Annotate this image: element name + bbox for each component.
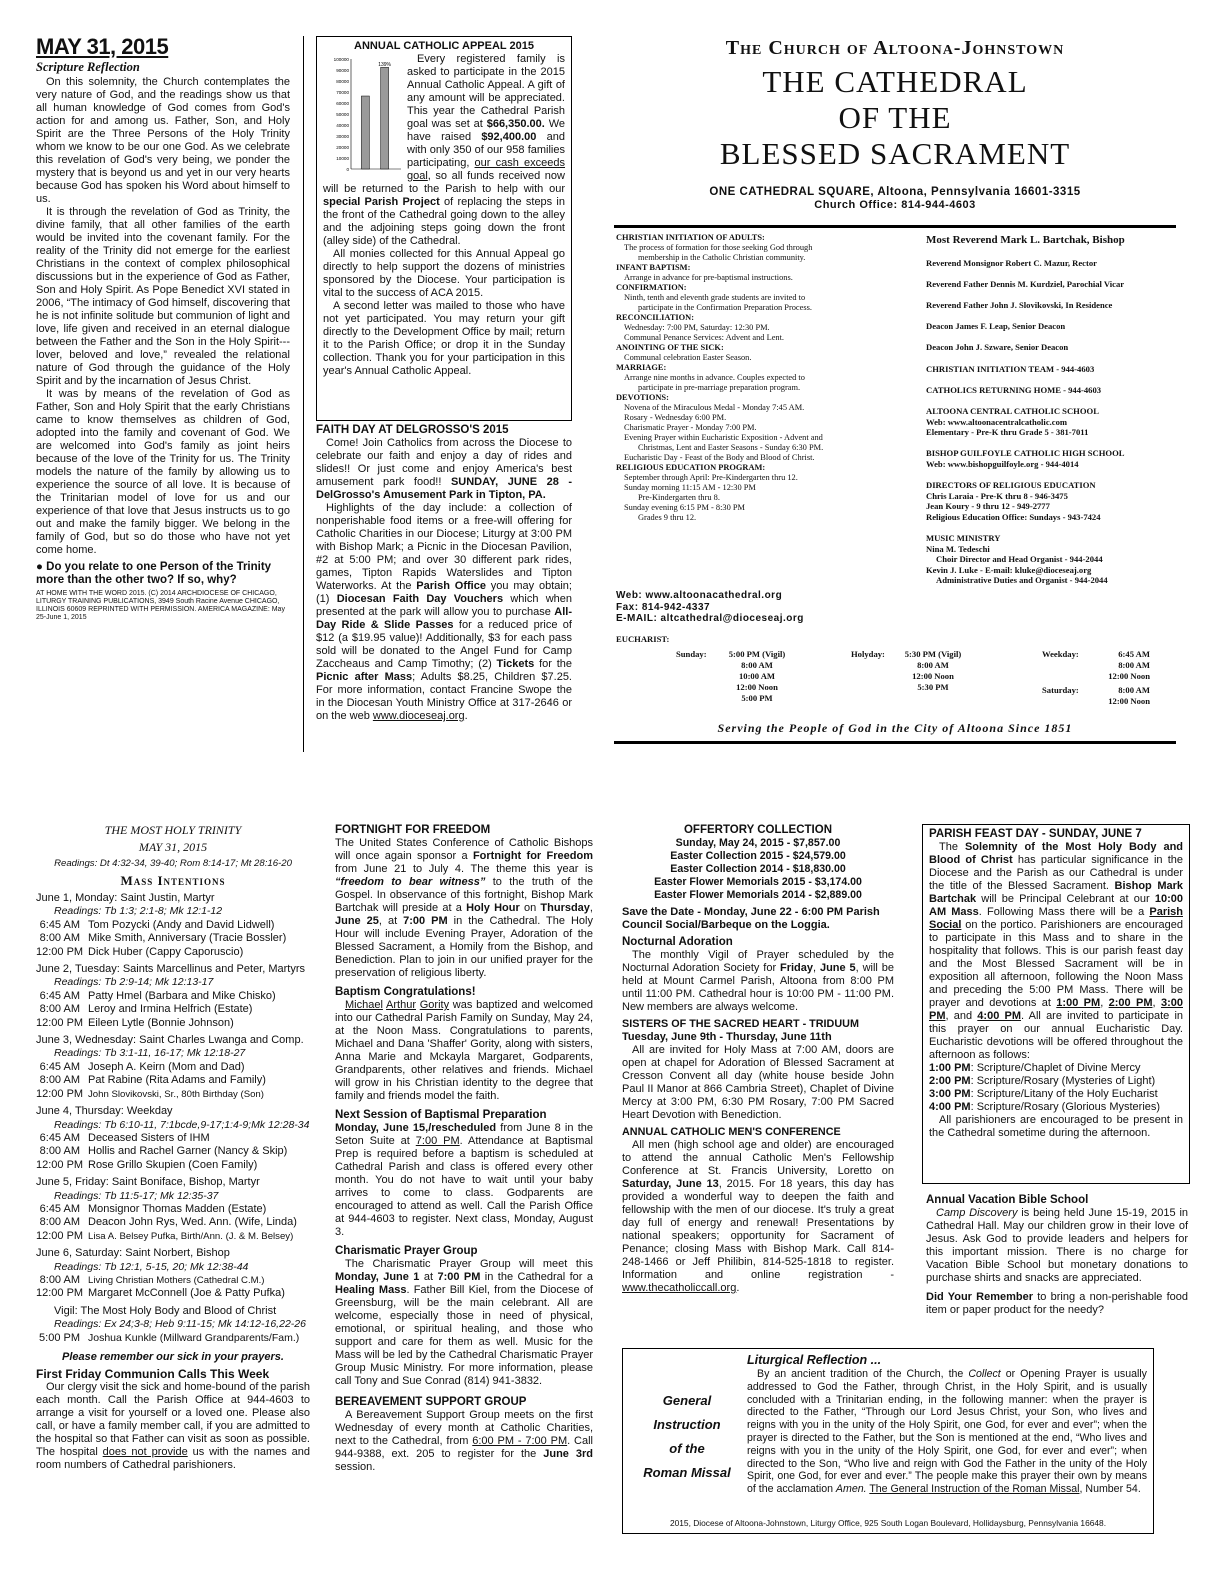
date-heading: MAY 31, 2015	[36, 34, 169, 59]
staff-line: ALTOONA CENTRAL CATHOLIC SCHOOL	[926, 405, 1099, 416]
appeal-bar-chart	[323, 55, 403, 175]
trinity-date: MAY 31, 2015	[138, 840, 208, 854]
column-2-bottom	[335, 824, 593, 1474]
directory-line: RELIGIOUS EDUCATION PROGRAM:	[616, 463, 766, 472]
eucharist-holyday-times	[893, 649, 973, 693]
eucharist-time: 6:45 AM	[1118, 649, 1150, 659]
staff-line: Deacon James F. Leap, Senior Deacon	[926, 321, 1066, 332]
liturgical-text: By an ancient tradition of the Church, the Collect or Opening Prayer is usually addressed to God the Father, through Christ, in the Holy Spirit, and is usually concluded with a Trinitarian ending, in the following manner: when the prayer is directed to the Father, “Through our Lord Jesus Christ, your Son, who lives and reigns with you in the unity of the Holy Spirit, one God, for ever and ever”; when the prayer is directed to the Father, but the Son is mentioned at the end, “Who lives and reigns with you in the unity of the Holy Spirit, one God, for ever and ever”; when directed to the Son, “Who live and reign with God the Father in the unity of the Holy Spirit, one God, for ever and ever.” The people make this prayer their own by means of the acclamation Amen. The General Instruction of the Roman Missal, Number 54.	[747, 1368, 1147, 1496]
y-tick-label: 80000	[336, 79, 349, 84]
fax-contact: Fax: 814-942-4337	[616, 601, 711, 613]
charismatic-heading: Charismatic Prayer Group	[335, 1245, 478, 1257]
diocese-web-link[interactable]: www.dioceseaj.org	[372, 710, 465, 722]
mass-intentions-column	[36, 822, 310, 1472]
eucharist-time: 12:00 Noon	[736, 682, 778, 692]
mens-text: All men (high school age and older) are encouraged to attend the annual Catholic Men's Fellowship Conference at St. Francis University, Loretto on Saturday, June 13, 2015. For 18 years, this day has provided a wonderful way to deepen the faith and fellowship with the men of our diocese. It's truly a great day full of energy and renewal! Presentations by national speakers; opportunity for Sacrament of Penance; closing Mass with Bishop Mark. Call 814-248-1466 or Jeff Philibin, 814-525-1818 to register. Information and online registration - www.thecatholiccall.org.	[622, 1139, 894, 1294]
mass-day-title: June 6, Saturday: Saint Norbert, Bishop	[36, 1247, 230, 1260]
feast-schedule	[929, 1062, 1183, 1114]
eucharist-saturday-label: Saturday:	[1042, 685, 1079, 695]
mass-intention: 12:00 PM Margaret McConnell (Joe & Patty Pufka)	[36, 1287, 285, 1300]
scripture-p2: It is through the revelation of God as Trinity, the divine family, that all other families of the earth would be invited into the covenant family. For the reality of the Trinity did not emerge for the earliest Christians in the context of complex philosophical discussions but in the experience of God as Father, Son and Holy Spirit. As Pope Benedict XVI stated in 2006, “The intimacy of God himself, discovering that he is not infinite solitude but communion of light and love, life given and received in an eternal dialogue between the Father and the Son in the Holy Spirit---lover, beloved and love,” revealed the relational nature of God through the guidance of the Holy Spirit and by the incarnation of Jesus Christ.	[36, 206, 290, 387]
eucharist-time: 5:00 PM (Vigil)	[728, 649, 786, 659]
staff-line: DIRECTORS OF RELIGIOUS EDUCATION	[926, 480, 1096, 491]
eucharist-time: 8:00 AM	[1118, 660, 1150, 670]
mass-intention: 12:00 PM Lisa A. Belsey Pufka, Birth/Ann. (J. & M. Belsey)	[36, 1229, 294, 1242]
staff-line: Jean Koury - 9 thru 12 - 949-2777	[926, 501, 1050, 512]
fortnight-text: The United States Conference of Catholic Bishops will once again sponsor a Fortnight for Freedom from June 21 to July 4. The theme this year is “freedom to bear witness” to the truth of the Gospel. In observance of this fortnight, Bishop Mark Bartchak will preside at a Holy Hour on Thursday, June 25, at 7:00 PM in the Cathedral. The Holy Hour will include Evening Prayer, Adoration of the Blessed Sacrament, a Homily from the Bishop, and Benediction. Plan to join in our unified prayer for the preservation of religious liberty.	[335, 837, 593, 979]
vbs-section	[926, 1194, 1188, 1317]
liturgical-body	[747, 1353, 1147, 1496]
scripture-heading: Scripture Reflection	[36, 60, 140, 74]
adoration-heading: Nocturnal Adoration	[622, 936, 733, 948]
mass-intention: 12:00 PM Rose Grillo Skupien (Coen Family)	[36, 1158, 258, 1171]
directory-line: Arrange in advance for pre-baptismal instructions.	[624, 273, 793, 282]
staff-line: Elementary - Pre-K thru Grade 5 - 381-7011	[926, 427, 1089, 438]
staff-line	[926, 332, 1188, 343]
offertory-line: Easter Flower Memorials 2014 - $2,889.00	[654, 889, 862, 901]
mass-intention: 12:00 PM Dick Huber (Cappy Caporuscio)	[36, 945, 244, 958]
email-contact: E-MAIL: altcathedral@dioceseaj.org	[616, 613, 804, 624]
column-3-bottom	[622, 824, 894, 1295]
mass-day-title: June 3, Wednesday: Saint Charles Lwanga and Comp.	[36, 1034, 304, 1047]
mass-intention: 8:00 AM Hollis and Rachel Garner (Nancy & Skip)	[39, 1145, 288, 1158]
column-divider	[303, 36, 304, 752]
eucharist-sunday-times	[712, 649, 802, 704]
appeal-heading: ANNUAL CATHOLIC APPEAL 2015	[354, 40, 534, 52]
directory-line: CHRISTIAN INITIATION OF ADULTS:	[616, 233, 765, 242]
vigil-mass: 5:00 PM Joshua Kunkle (Millward Grandparents/Fam.)	[39, 1331, 300, 1344]
staff-line	[926, 395, 1188, 406]
staff-line: BISHOP GUILFOYLE CATHOLIC HIGH SCHOOL	[926, 448, 1125, 459]
masthead-rule	[614, 225, 1176, 228]
staff-line: Web: www.bishopguilfoyle.org - 944-4014	[926, 458, 1079, 469]
directory-line: Evening Prayer within Eucharistic Exposition - Advent and	[624, 433, 823, 442]
offertory-line: Sunday, May 24, 2015 - $7,857.00	[675, 837, 841, 849]
baptism-text: Michael Arthur Gority was baptized and welcomed into our Cathedral Parish Family on Sunday, May 24, at the Noon Mass. Congratulations to parents, Michael and Dana 'Shaffer' Gority, along with sisters, Anna Marie and Mckayla Margaret, Godparents, Grandparents, other relatives and friends. Michael will grow in his Christian identity to the degree that family and friends model the faith.	[335, 999, 594, 1102]
appeal-box	[316, 36, 572, 421]
church-office-line: Church Office: 814-944-4603	[814, 199, 976, 211]
staff-line: Kevin J. Luke - E-mail: kluke@dioceseaj.org	[926, 564, 1092, 575]
directory-line: Eucharistic Day - Feast of the Body and Blood of Christ.	[624, 453, 815, 462]
vigil-block	[36, 1305, 310, 1345]
faith-day-heading: FAITH DAY AT DELGROSSO'S 2015	[316, 424, 509, 436]
staff-line	[926, 438, 1188, 449]
eucharist-saturday-times	[1096, 685, 1150, 707]
staff-line: Most Reverend Mark L. Bartchak, Bishop	[926, 234, 1125, 246]
mass-day	[36, 1247, 310, 1301]
eucharist-time: 12:00 Noon	[1108, 671, 1150, 681]
directory-line: Pre-Kindergarten thru 8.	[638, 493, 720, 502]
staff-line: Reverend Father John J. Slovikovski, In Residence	[926, 299, 1113, 310]
mass-day-readings: Readings: Tb 12:1, 5-15, 20; Mk 12:38-44	[54, 1260, 249, 1273]
sisters-text: All are invited for Holy Mass at 7:00 AM, doors are open at chapel for Adoration of Blessed Sacrament at Cresson Convent all day (white house beside John Paul II Manor at 866 Cambria Street), Chaplet of Divine Mercy at 3:00 PM, 6:30 PM Rosary, 7:00 PM Sacred Heart Devotion with Benediction.	[622, 1044, 894, 1121]
eucharist-weekday-times	[1096, 649, 1150, 682]
directory-line: participate in pre-marriage preparation program.	[638, 383, 801, 392]
staff-directory	[926, 234, 1188, 586]
feast-heading: PARISH FEAST DAY - SUNDAY, JUNE 7	[929, 828, 1142, 840]
mass-day-title: June 4, Thursday: Weekday	[36, 1105, 173, 1118]
mass-day-title: June 1, Monday: Saint Justin, Martyr	[36, 892, 215, 904]
mass-intention: 12:00 PM Eileen Lytle (Bonnie Johnson)	[36, 1016, 234, 1029]
mass-day-readings: Readings: Tb 3:1-11, 16-17; Mk 12:18-27	[54, 1047, 246, 1060]
vbs-heading: Annual Vacation Bible School	[926, 1194, 1089, 1206]
adoration-text: The monthly Vigil of Prayer scheduled by the Nocturnal Adoration Society for Friday, June 5, will be held at Mount Carmel Parish, Altoona from 8:00 PM until 11:00 PM. Cathedral hour is 10:00 PM - 11:00 PM. New members are always welcome.	[622, 949, 894, 1013]
eucharist-label: EUCHARIST:	[616, 634, 670, 644]
y-tick-label: 100000	[333, 57, 349, 62]
liturgical-footer: 2015, Diocese of Altoona-Johnstown, Liturgy Office, 925 South Logan Boulevard, Hollidaysburg, Pennsylvania 16648.	[669, 1518, 1107, 1528]
mass-day	[36, 1176, 310, 1243]
first-friday-heading: First Friday Communion Calls This Week	[36, 1367, 270, 1381]
y-tick-label: 40000	[336, 123, 349, 128]
directory-line: Christmas, Lent and Easter Seasons - Sunday 6:30 PM.	[638, 443, 824, 452]
mass-day-readings: Readings: Tb 2:9-14; Mk 12:13-17	[54, 976, 214, 989]
church-line: The Church of Altoona-Johnstown	[725, 37, 1065, 59]
mass-intention: 8:00 AM Mike Smith, Anniversary (Tracie Bossler)	[39, 932, 287, 945]
trinity-readings: Readings: Dt 4:32-34, 39-40; Rom 8:14-17; Mt 28:16-20	[54, 858, 292, 869]
staff-line	[926, 268, 1188, 279]
baptism-prep-text: Monday, June 15,/rescheduled from June 8 in the Seton Suite at 7:00 PM. Attendance at Baptismal Prep is required before a baptism is scheduled at Cathedral Parish and class is offered every other month. You do not have to wait until your baby arrives to come to class. Godparents are encouraged to attend as well. Call the Parish Office at 944-4603 to register. Next class, Monday, August 3.	[335, 1122, 593, 1238]
directory-line: MARRIAGE:	[616, 363, 667, 372]
sick-prayers: Please remember our sick in your prayers.	[62, 1351, 284, 1363]
eucharist-time: 5:30 PM	[917, 682, 949, 692]
eucharist-holyday-label: Holyday:	[851, 649, 885, 659]
remember-text: Did Your Remember to bring a non-perishable food item or paper product for the needy?	[926, 1291, 1188, 1316]
bar-raised	[381, 67, 389, 169]
baptism-heading: Baptism Congratulations!	[335, 986, 476, 998]
mass-intention: 6:45 AM Monsignor Thomas Madden (Estate)	[39, 1202, 267, 1215]
staff-line	[926, 289, 1188, 300]
liturgical-side-title: General Instruction of the Roman Missal	[643, 1393, 731, 1480]
reflection-question: ● Do you relate to one Person of the Trinity more than the other two? If so, why?	[36, 561, 272, 586]
eucharist-time: 5:00 PM	[741, 693, 773, 703]
faith-day-p2: Highlights of the day include: a collection of nonperishable food items or a free-will offering for Catholic Charities in our Diocese; Liturgy at 3:00 PM with Bishop Mark; a Picnic in the Diocesan Pavilion, #2 at 5:00 PM; and over 30 different park rides, games, Tipton Rapids Waterslides and Tipton Waterworks. At the Parish Office you may obtain; (1) Diocesan Faith Day Vouchers which when presented at the park will allow you to purchase All-Day Ride & Slide Passes for a reduced price of $12 (a $19.95 value)! Additionally, $3 for each pass sold will be donated to the Angel Fund for Camp Zaccheaus and Camp Timothy; (2) Tickets for the Picnic after Mass; Adults $8.25, Children $7.25. For more information, contact Francine Swope the in the Diocesan Youth Ministry Office at 317-2646 or on the web www.dioceseaj.org.	[316, 502, 573, 722]
web-contact: Web: www.altoonacathedral.org	[616, 590, 783, 601]
eucharist-time: 8:00 AM	[917, 660, 949, 670]
staff-line: Deacon John J. Szware, Senior Deacon	[926, 342, 1069, 353]
eucharist-time: 10:00 AM	[738, 671, 776, 681]
directory-line: Novena of the Miraculous Medal - Monday 7:45 AM.	[624, 403, 805, 412]
catholic-call-link[interactable]: www.thecatholiccall.org	[622, 1282, 737, 1294]
directory-line: Communal celebration Easter Season.	[624, 353, 752, 362]
y-tick-label: 0	[346, 167, 349, 172]
staff-line	[926, 469, 1188, 480]
directory-line: Sunday evening 6:15 PM - 8:30 PM	[624, 503, 745, 512]
y-tick-label: 20000	[336, 145, 349, 150]
charismatic-text: The Charismatic Prayer Group will meet this Monday, June 1 at 7:00 PM in the Cathedral for a Healing Mass. Father Bill Kiel, from the Diocese of Greensburg, will be the main celebrant. All are welcome, especially those in need of physical, emotional, or spiritual healing, and those who support and care for them as well. Music for the Mass will be led by the Cathedral Charismatic Prayer Group Music Ministry. For more information, please call Tony and Sue Conrad (814) 941-3832.	[335, 1258, 593, 1387]
vigil-readings: Readings: Ex 24;3-8; Heb 9:11-15; Mk 14:12-16,22-26	[54, 1318, 306, 1331]
staff-line	[926, 353, 1188, 364]
staff-line: Religious Education Office: Sundays - 943-7424	[926, 511, 1101, 522]
trinity-title: THE MOST HOLY TRINITY	[104, 823, 242, 837]
sisters-heading: SISTERS OF THE SACRED HEART - TRIDUUM	[622, 1018, 859, 1030]
bar-data-label: 139%	[378, 61, 391, 68]
feast-schedule-item: 3:00 PM: Scripture/Litany of the Holy Eucharist	[929, 1088, 1158, 1100]
masthead	[600, 36, 1190, 212]
mass-day	[36, 892, 310, 959]
eucharist-time: 8:00 AM	[1118, 685, 1150, 695]
mass-days	[36, 892, 310, 1301]
staff-line	[926, 311, 1188, 322]
feast-schedule-item: 4:00 PM: Scripture/Rosary (Glorious Mysteries)	[929, 1101, 1161, 1113]
scripture-column	[36, 36, 290, 622]
offertory-line: Easter Collection 2015 - $24,579.00	[670, 850, 846, 862]
directory-line: Ninth, tenth and eleventh grade students are invited to	[624, 293, 806, 302]
first-friday-text: Our clergy visit the sick and home-bound of the parish each month. Call the Parish Office at 944-4603 to arrange a visit for yourself or a loved one. Please also call, or have a family member call, if you are admitted to the hospital so that Father can visit as soon as possible. The hospital does not provide us with the names and room numbers of Cathedral parishioners.	[36, 1381, 311, 1471]
cathedral-title-1: THE CATHEDRAL	[762, 64, 1028, 99]
mass-intention: 8:00 AM Pat Rabine (Rita Adams and Family)	[39, 1074, 266, 1087]
sacraments-directory	[616, 233, 906, 523]
mass-day	[36, 963, 310, 1030]
mass-day	[36, 1034, 310, 1101]
directory-line: September through April: Pre-Kindergarten thru 12.	[624, 473, 798, 482]
faith-day-p1: Come! Join Catholics from across the Diocese to celebrate our faith and enjoy a day of rides and slides!! Or just come and enjoy America's best amusement park food!! SUNDAY, JUNE 28 - DelGrosso's Amusement Park in Tipton, PA.	[316, 437, 572, 501]
fortnight-heading: FORTNIGHT FOR FREEDOM	[335, 824, 491, 836]
staff-line	[926, 247, 1188, 258]
y-tick-label: 30000	[336, 134, 349, 139]
bereavement-text: A Bereavement Support Group meets on the first Wednesday of every month at Catholic Charities, next to the Cathedral, from 6:00 PM - 7:00 PM. Call 944-9388, ext. 205 to register for the June 3rd session.	[335, 1409, 593, 1473]
mass-day-title: June 5, Friday: Saint Boniface, Bishop, Martyr	[36, 1176, 260, 1189]
directory-line: RECONCILIATION:	[616, 313, 695, 322]
masthead-bottom-rule	[614, 741, 1176, 744]
offertory-heading: OFFERTORY COLLECTION	[683, 824, 832, 836]
liturgical-reflection-box	[622, 1348, 1154, 1534]
save-date: Save the Date - Monday, June 22 - 6:00 PM Parish Council Social/Barbeque on the Loggia.	[622, 906, 880, 931]
vbs-text: Camp Discovery is being held June 15-19, 2015 in Cathedral Hall. May our children grow in their love of Jesus. Ask God to provide leaders and helpers for this important mission. There is no charge for Vacation Bible School but monetary donations to purchase shirts and snacks are appreciated.	[926, 1207, 1189, 1284]
directory-line: Arrange nine months in advance. Couples expected to	[624, 373, 805, 382]
staff-line	[926, 374, 1188, 385]
feast-day-box	[922, 824, 1190, 1184]
scripture-p1: On this solemnity, the Church contemplates the very nature of God, and the readings show us that all human knowledge of God comes from God's action for and among us. Father, Son, and Holy Spirit are the Three Persons of the Holy Trinity whom we know to be our one God. As we celebrate this revelation of God's very being, we ponder the mystery that is beyond us and yet in our very hearts because God has spoken his Word about himself to us.	[36, 76, 290, 205]
cathedral-title-3: BLESSED SACRAMENT	[719, 136, 1071, 171]
appeal-p1: Every registered family is asked to participate in the 2015 Annual Catholic Appeal. A gift of any amount will be appreciated. This year the Cathedral Parish goal was set at $66,350.00. We have raised $92,400.00 and with only 350 of our 958 families participating, our cash exceeds goal, so all funds received now will be returned to the Parish to help with our special Parish Project of replacing the steps in the front of the Cathedral going down to the alley and the adjoining steps going down the front (alley side) of the Cathedral.	[323, 53, 566, 247]
staff-line: Choir Director and Head Organist - 944-2044	[936, 554, 1103, 565]
directory-line: Grades 9 thru 12.	[638, 513, 697, 522]
bar-goal	[361, 96, 369, 169]
staff-line: Reverend Monsignor Robert C. Mazur, Rector	[926, 257, 1097, 268]
bereavement-heading: BEREAVEMENT SUPPORT GROUP	[335, 1396, 527, 1408]
feast-text: The Solemnity of the Most Holy Body and Blood of Christ has particular significance in the Diocese and the Parish as our Cathedral is under the title of the Blessed Sacrament. Bishop Mark Bartchak will be Principal Celebrant at our 10:00 AM Mass. Following Mass there will be a Parish Social on the portico. Parishioners are encouraged to participate in this Mass and to share in the hospitality that follows. This is our parish feast day and the Most Blessed Sacrament will be in exposition all afternoon, following the Noon Mass and preceding the 5:00 PM Mass. There will be prayer and devotions at 1:00 PM, 2:00 PM, 3:00 PM, and 4:00 PM. All are invited to participate in this prayer on our annual Eucharistic Day. Eucharistic devotions will be offered throughout the afternoon as follows:	[929, 841, 1184, 1061]
mass-intention: 12:00 PM John Slovikovski, Sr., 80th Birthday (Son)	[36, 1087, 264, 1100]
staff-line: CHRISTIAN INITIATION TEAM - 944-4603	[926, 363, 1095, 374]
directory-line: Communal Penance Services: Advent and Lent.	[624, 333, 785, 342]
feast-schedule-item: 2:00 PM: Scripture/Rosary (Mysteries of Light)	[929, 1075, 1156, 1087]
vigil-title: Vigil: The Most Holy Body and Blood of Christ	[54, 1304, 277, 1317]
appeal-p3: A second letter was mailed to those who have not yet participated. You may return your gift directly to the Development Office by mail; return it to the Parish Office; or drop it in the Sunday collection. Thank you for your participation in this year's Annual Catholic Appeal.	[323, 300, 565, 377]
mass-intention: 8:00 AM Deacon John Rys, Wed. Ann. (Wife, Linda)	[39, 1216, 297, 1229]
sisters-dates: Tuesday, June 9th - Thursday, June 11th	[622, 1031, 832, 1043]
feast-schedule-item: 1:00 PM: Scripture/Chaplet of Divine Mercy	[929, 1062, 1141, 1074]
address-line: ONE CATHEDRAL SQUARE, Altoona, Pennsylvania 16601-3315	[709, 186, 1081, 198]
eucharist-time: 12:00 Noon	[1108, 696, 1150, 706]
staff-line: Reverend Father Dennis M. Kurdziel, Parochial Vicar	[926, 278, 1125, 289]
copyright-credit: AT HOME WITH THE WORD 2015. (C) 2014 ARCHDIOCESE OF CHICAGO, LITURGY TRAINING PUBLICATIONS, 3949 South Racine Avenue CHICAGO, ILLINOIS 60609 REPRINTED WITH PERMISSION. AMERICA MAGAZINE: May 25-June 1, 2015	[36, 590, 285, 621]
offertory-lines	[622, 837, 894, 902]
directory-line: Rosary - Wednesday 6:00 PM.	[624, 413, 727, 422]
y-tick-label: 10000	[336, 156, 349, 161]
y-tick-label: 70000	[336, 90, 349, 95]
mass-day-readings: Readings: Tb 11:5-17; Mk 12:35-37	[54, 1189, 219, 1202]
mass-intentions-heading: Mass Intentions	[120, 873, 226, 888]
directory-line: Sunday morning 11:15 AM - 12:30 PM	[624, 483, 756, 492]
serving-line: Serving the People of God in the City of Altoona Since 1851	[717, 721, 1073, 735]
cathedral-title-2: OF THE	[838, 100, 952, 135]
faith-day-section	[316, 424, 572, 723]
mass-day-readings: Readings: Tb 1:3; 2:1-8; Mk 12:1-12	[54, 905, 223, 918]
directory-line: CONFIRMATION:	[616, 283, 687, 292]
directory-line: participate in the Confirmation Preparation Process.	[638, 303, 812, 312]
mass-intention: 8:00 AM Leroy and Irmina Helfrich (Estate)	[39, 1003, 253, 1016]
liturgical-heading: Liturgical Reflection ...	[747, 1353, 882, 1367]
mass-day-readings: Readings: Tb 6:10-11, 7:1bcde,9-17;1:4-9;Mk 12:28-34	[54, 1118, 310, 1131]
staff-line: Nina M. Tedeschi	[926, 543, 990, 554]
eucharist-time: 8:00 AM	[741, 660, 773, 670]
directory-line: The process of formation for those seeking God through	[624, 243, 813, 252]
y-tick-label: 90000	[336, 68, 349, 73]
mass-intention: 6:45 AM Deceased Sisters of IHM	[39, 1131, 210, 1144]
staff-line: CATHOLICS RETURNING HOME - 944-4603	[926, 384, 1102, 395]
feast-closing: All parishioners are encouraged to be present in the Cathedral sometime during the afternoon.	[929, 1114, 1183, 1139]
y-tick-label: 50000	[336, 112, 349, 117]
directory-line: INFANT BAPTISM:	[616, 263, 691, 272]
mass-intention: 6:45 AM Patty Hmel (Barbara and Mike Chisko)	[39, 989, 276, 1002]
offertory-line: Easter Flower Memorials 2015 - $3,174.00	[654, 876, 862, 888]
mass-intention: 6:45 AM Tom Pozycki (Andy and David Lidwell)	[39, 918, 275, 931]
appeal-p2: All monies collected for this Annual Appeal go directly to help support the dozens of ministries sponsored by the Diocese. Your participation is vital to the success of ACA 2015.	[323, 248, 565, 299]
directory-line: Charismatic Prayer - Monday 7:00 PM.	[624, 423, 757, 432]
directory-line: membership in the Catholic Christian community.	[638, 253, 806, 262]
eucharist-time: 12:00 Noon	[912, 671, 954, 681]
staff-line: Web: www.altoonacentralcatholic.com	[926, 416, 1068, 427]
baptism-prep-heading: Next Session of Baptismal Preparation	[335, 1109, 547, 1121]
directory-line: DEVOTIONS:	[616, 393, 669, 402]
mass-intention: 6:45 AM Joseph A. Keirn (Mom and Dad)	[39, 1060, 245, 1073]
eucharist-weekday-label: Weekday:	[1042, 649, 1079, 659]
mass-day-title: June 2, Tuesday: Saints Marcellinus and Peter, Martyrs	[36, 963, 306, 976]
mens-heading: ANNUAL CATHOLIC MEN'S CONFERENCE	[622, 1126, 841, 1138]
directory-line: ANOINTING OF THE SICK:	[616, 343, 724, 352]
mass-day	[36, 1105, 310, 1172]
eucharist-sunday-label: Sunday:	[676, 649, 707, 659]
eucharist-time: 5:30 PM (Vigil)	[904, 649, 962, 659]
bullet-icon: ●	[36, 561, 47, 573]
contact-lines	[616, 590, 906, 625]
scripture-p3: It was by means of the revelation of God as Father, Son and Holy Spirit that the early Christians came to know themselves as children of God, adopted into the family and covenant of God. We are welcomed into God's family as joint heirs because of the love of the Trinity for us. The Trinity models the nature of the family by allowing us to experience the source of all love. It is because of the Trinitarian model of love for us and our experience of that love that Jesus instructs us to go out and make the family bigger. We belong in the family of God, but so do those who have not yet come home.	[36, 388, 290, 556]
staff-line: MUSIC MINISTRY	[926, 533, 1001, 544]
y-tick-label: 60000	[336, 101, 349, 106]
mass-intention: 8:00 AM Living Christian Mothers (Cathedral C.M.)	[39, 1273, 265, 1286]
offertory-line: Easter Collection 2014 - $18,830.00	[670, 863, 846, 875]
staff-line: Chris Laraia - Pre-K thru 8 - 946-3475	[926, 490, 1068, 501]
staff-line	[926, 522, 1188, 533]
staff-line: Administrative Duties and Organist - 944-2044	[936, 575, 1108, 586]
directory-line: Wednesday: 7:00 PM, Saturday: 12:30 PM.	[624, 323, 770, 332]
